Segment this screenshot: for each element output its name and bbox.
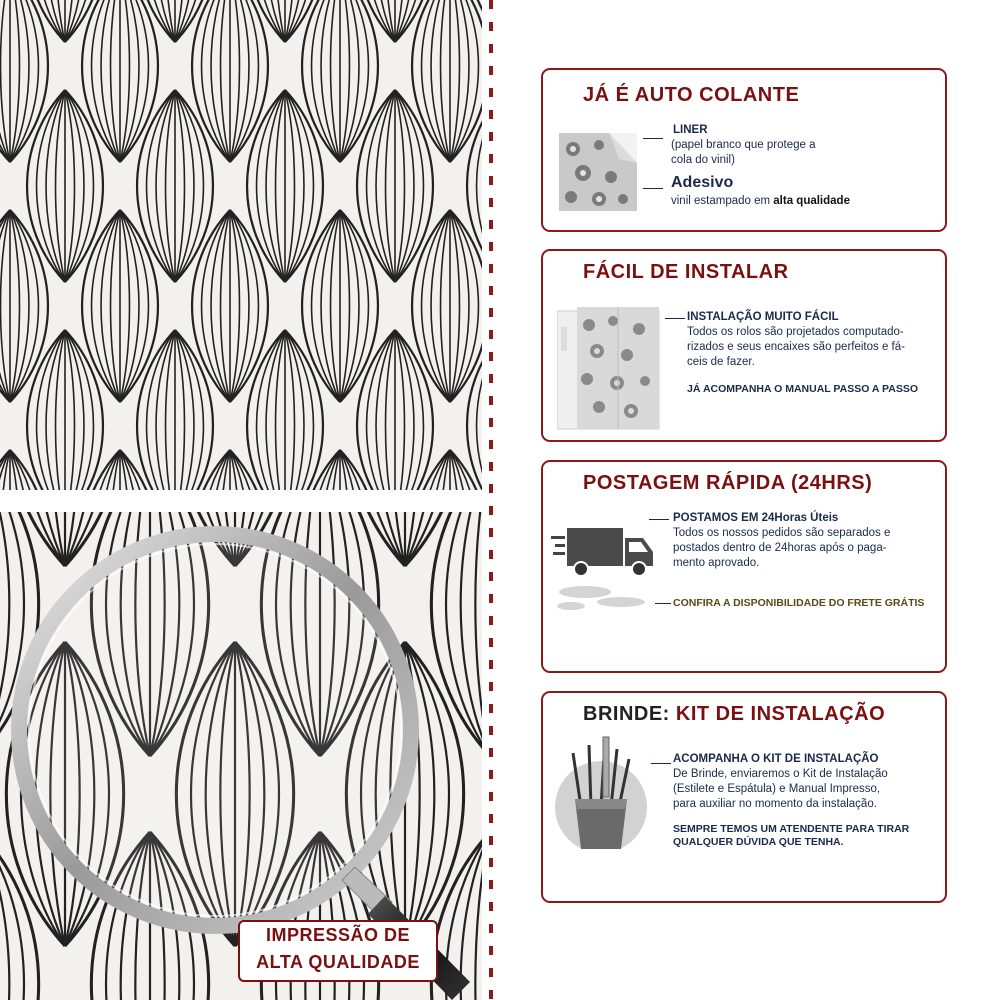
liner-description: [671, 138, 816, 168]
pattern-line: [120, 210, 129, 402]
pattern-line: [331, 210, 340, 402]
frete-note: CONFIRA A DISPONIBILIDADE DO FRETE GRÁTIS: [673, 597, 925, 609]
pattern-line: [1, 0, 10, 162]
pattern-line: [56, 330, 65, 490]
pattern-line: [422, 210, 450, 402]
pattern-line: [120, 210, 148, 402]
postagem-desc-3: mento aprovado.: [673, 557, 760, 569]
wallpaper-pattern-full: [0, 0, 482, 490]
pattern-line: [65, 90, 93, 282]
pattern-line: [111, 210, 120, 402]
pattern-line: [10, 210, 19, 402]
brinde-description: [673, 767, 888, 812]
pattern-line: [340, 210, 349, 402]
liner-desc-2: cola do vinil): [671, 154, 735, 166]
pattern-line: [230, 210, 258, 402]
card-postagem: [541, 460, 947, 673]
pattern-line: [340, 210, 368, 402]
note-2: QUALQUER DÚVIDA QUE TENHA.: [673, 836, 844, 848]
brinde-desc-1: De Brinde, enviaremos o Kit de Instalação: [673, 768, 888, 780]
wall-install-icon: [557, 307, 665, 433]
card-title: FÁCIL DE INSTALAR: [583, 261, 789, 283]
atendente-note: [673, 823, 909, 849]
pattern-line: [147, 90, 175, 282]
install-description: [687, 325, 905, 370]
pointer-line: [649, 519, 669, 520]
pattern-line: [276, 90, 285, 282]
pattern-line: [340, 0, 349, 162]
brinde-heading: ACOMPANHA O KIT DE INSTALAÇÃO: [673, 753, 879, 765]
liner-desc-1: (papel branco que protege a: [671, 139, 816, 151]
pattern-line: [221, 210, 230, 402]
pattern-line: [92, 210, 120, 402]
pointer-line: [665, 318, 685, 319]
pattern-line: [285, 330, 294, 490]
pattern-line: [1, 210, 10, 402]
pattern-line: [450, 450, 482, 490]
pattern-line: [285, 90, 313, 282]
adesivo-bold: alta qualidade: [773, 195, 850, 207]
pattern-line: [230, 210, 239, 402]
pattern-line: [257, 90, 285, 282]
brinde-desc-2: (Estilete e Espátula) e Manual Impresso,: [673, 783, 881, 795]
card-title: POSTAGEM RÁPIDA (24HRS): [583, 472, 873, 494]
install-desc-1: Todos os rolos são projetados computado-: [687, 326, 904, 338]
caption-line-2: ALTA QUALIDADE: [256, 952, 420, 972]
pattern-line: [202, 210, 230, 402]
pattern-line: [386, 330, 395, 490]
pattern-line: [441, 0, 450, 162]
card-facil-instalar: [541, 249, 947, 442]
pointer-line: [655, 603, 671, 604]
pattern-line: [56, 90, 65, 282]
install-desc-2: rizados e seus encaixes são perfeitos e fá-: [687, 341, 905, 353]
pattern-line: [276, 330, 285, 490]
pattern-line: [175, 330, 184, 490]
vinyl-sheet-icon: [559, 133, 639, 213]
panel-gap: [0, 490, 482, 512]
pattern-line: [312, 210, 340, 402]
pattern-line: [386, 90, 395, 282]
pattern-line: [65, 90, 74, 282]
caption-line-1: IMPRESSÃO DE: [265, 925, 411, 945]
pattern-line: [441, 210, 450, 402]
manual-note: JÁ ACOMPANHA O MANUAL PASSO A PASSO: [687, 383, 919, 395]
postagem-description: [673, 526, 890, 571]
pattern-preview: [0, 0, 482, 1000]
pattern-line: [175, 90, 203, 282]
pattern-line: [467, 90, 482, 282]
card-title: [583, 703, 885, 726]
adesivo-description: [671, 194, 850, 209]
adesivo-desc: vinil estampado em: [671, 195, 771, 207]
pattern-line: [221, 0, 230, 162]
card-brinde: [541, 691, 947, 903]
pointer-line: [651, 763, 671, 764]
title-red: KIT DE INSTALAÇÃO: [675, 703, 886, 725]
pattern-line: [285, 90, 294, 282]
install-desc-3: ceis de fazer.: [687, 356, 755, 368]
pointer-line: [643, 138, 663, 139]
delivery-truck-icon: [551, 522, 661, 612]
dashed-divider: [487, 0, 495, 1000]
brinde-desc-3: para auxiliar no momento da instalação.: [673, 798, 877, 810]
install-heading: INSTALAÇÃO MUITO FÁCIL: [687, 311, 839, 323]
postagem-desc-2: postados dentro de 24horas após o paga-: [673, 542, 887, 554]
pattern-line: [395, 90, 423, 282]
pattern-line: [450, 210, 478, 402]
tool-kit-icon: [549, 729, 649, 849]
pattern-line: [395, 90, 404, 282]
pattern-line: [166, 330, 175, 490]
pattern-line: [37, 90, 65, 282]
pattern-line: [367, 90, 395, 282]
note-1: SEMPRE TEMOS UM ATENDENTE PARA TIRAR: [673, 823, 910, 835]
postagem-desc-1: Todos os nossos pedidos são separados e: [673, 527, 891, 539]
liner-label: LINER: [673, 124, 708, 136]
postagem-heading: POSTAMOS EM 24Horas Úteis: [673, 512, 839, 524]
leaf-pattern-graphic: [0, 0, 482, 490]
pattern-line: [10, 210, 38, 402]
pattern-line: [331, 0, 340, 162]
card-title: JÁ É AUTO COLANTE: [583, 84, 800, 106]
pattern-line: [65, 330, 74, 490]
pattern-line: [450, 210, 459, 402]
adesivo-label: Adesivo: [671, 174, 734, 191]
title-dark: BRINDE:: [583, 703, 670, 725]
pattern-line: [230, 0, 239, 162]
pattern-line: [166, 90, 175, 282]
quality-caption: [238, 920, 438, 982]
pointer-line: [643, 188, 663, 189]
pattern-line: [175, 90, 184, 282]
pattern-line: [395, 330, 404, 490]
pattern-line: [120, 0, 129, 162]
card-auto-colante: [541, 68, 947, 232]
pattern-line: [10, 0, 19, 162]
pattern-line: [111, 0, 120, 162]
pattern-line: [450, 0, 459, 162]
